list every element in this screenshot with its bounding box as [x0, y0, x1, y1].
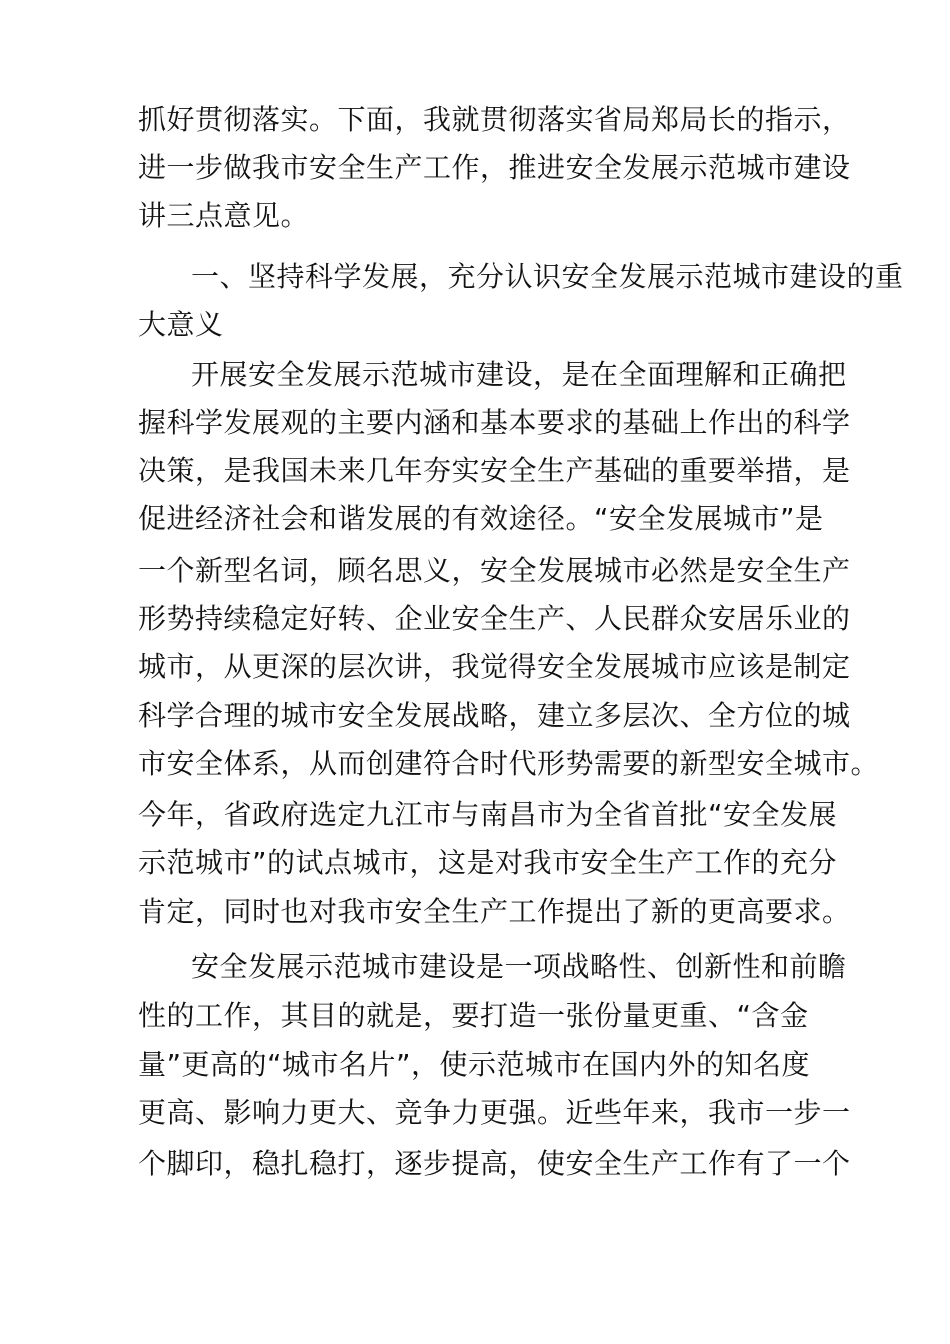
text-line: 城市，从更深的层次讲，我觉得安全发展城市应该是制定	[138, 650, 851, 683]
text-line: 讲三点意见。	[138, 199, 310, 232]
text-line: 抓好贯彻落实。下面，我就贯彻落实省局郑局长的指示，	[138, 103, 851, 136]
text-line: 科学合理的城市安全发展战略，建立多层次、全方位的城	[138, 699, 851, 732]
text-line: 形势持续稳定好转、企业安全生产、人民群众安居乐业的	[138, 602, 851, 635]
text-line: 握科学发展观的主要内涵和基本要求的基础上作出的科学	[138, 406, 851, 439]
text-line: 决策，是我国未来几年夯实安全生产基础的重要举措，是	[138, 454, 851, 487]
paragraph-first-line: 安全发展示范城市建设是一项战略性、创新性和前瞻	[191, 950, 847, 983]
text-line: 促进经济社会和谐发展的有效途径。“安全发展城市”是	[138, 502, 824, 535]
text-line: 肯定，同时也对我市安全生产工作提出了新的更高要求。	[138, 895, 851, 928]
text-line: 市安全体系，从而创建符合时代形势需要的新型安全城市。	[138, 747, 880, 780]
text-line: 性的工作，其目的就是，要打造一张份量更重、“含金	[138, 999, 809, 1032]
text-line: 进一步做我市安全生产工作，推进安全发展示范城市建设	[138, 151, 851, 184]
text-line: 个脚印，稳扎稳打，逐步提高，使安全生产工作有了一个	[138, 1147, 851, 1180]
text-line: 今年，省政府选定九江市与南昌市为全省首批“安全发展	[138, 798, 838, 831]
section-heading: 一、坚持科学发展，充分认识安全发展示范城市建设的重	[191, 260, 904, 293]
text-line: 示范城市”的试点城市，这是对我市安全生产工作的充分	[138, 846, 838, 879]
section-heading-continued: 大意义	[138, 308, 224, 341]
text-line: 量”更高的“城市名片”，使示范城市在国内外的知名度	[138, 1048, 811, 1081]
text-line: 更高、影响力更大、竞争力更强。近些年来，我市一步一	[138, 1096, 851, 1129]
text-line: 一个新型名词，顾名思义，安全发展城市必然是安全生产	[138, 554, 851, 587]
paragraph-first-line: 开展安全发展示范城市建设，是在全面理解和正确把	[191, 358, 847, 391]
